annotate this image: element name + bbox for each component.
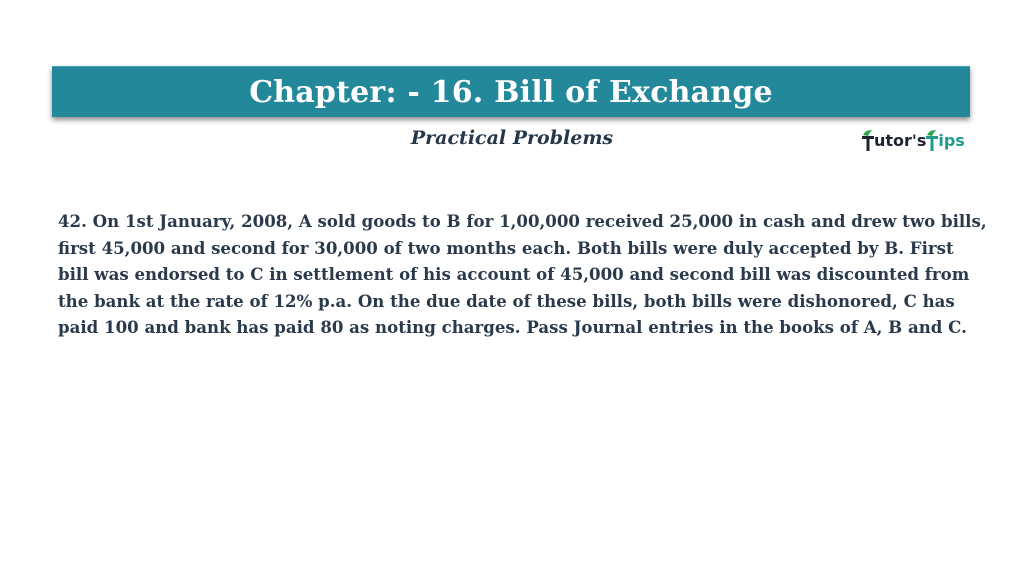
tutors-tips-logo [862,122,965,152]
chapter-title: Chapter: - 16. Bill of Exchange [249,74,773,110]
tutors-tips-logo-icon [862,128,874,152]
logo-text-tips: ips [938,131,965,150]
logo-text-tutors: utor's [874,131,927,150]
problem-statement: 42. On 1st January, 2008, A sold goods to B for 1,00,000 received 25,000 in cash and drew two bills, first 45,000 and second for 30,000 of two months each. Both bills were duly accepted by B. First bill was endorsed to C in settlement of his account of 45,000 and second bill was discounted from the bank at the rate of 12% p.a. On the due date of these bills, both bills were dishonored, C has paid 100 and bank has paid 80 as noting charges. Pass Journal entries in the books of A, B and C. [58,211,987,337]
chapter-banner [52,66,970,117]
section-subtitle: Practical Problems [410,127,614,149]
logo-t-mark [926,128,938,152]
